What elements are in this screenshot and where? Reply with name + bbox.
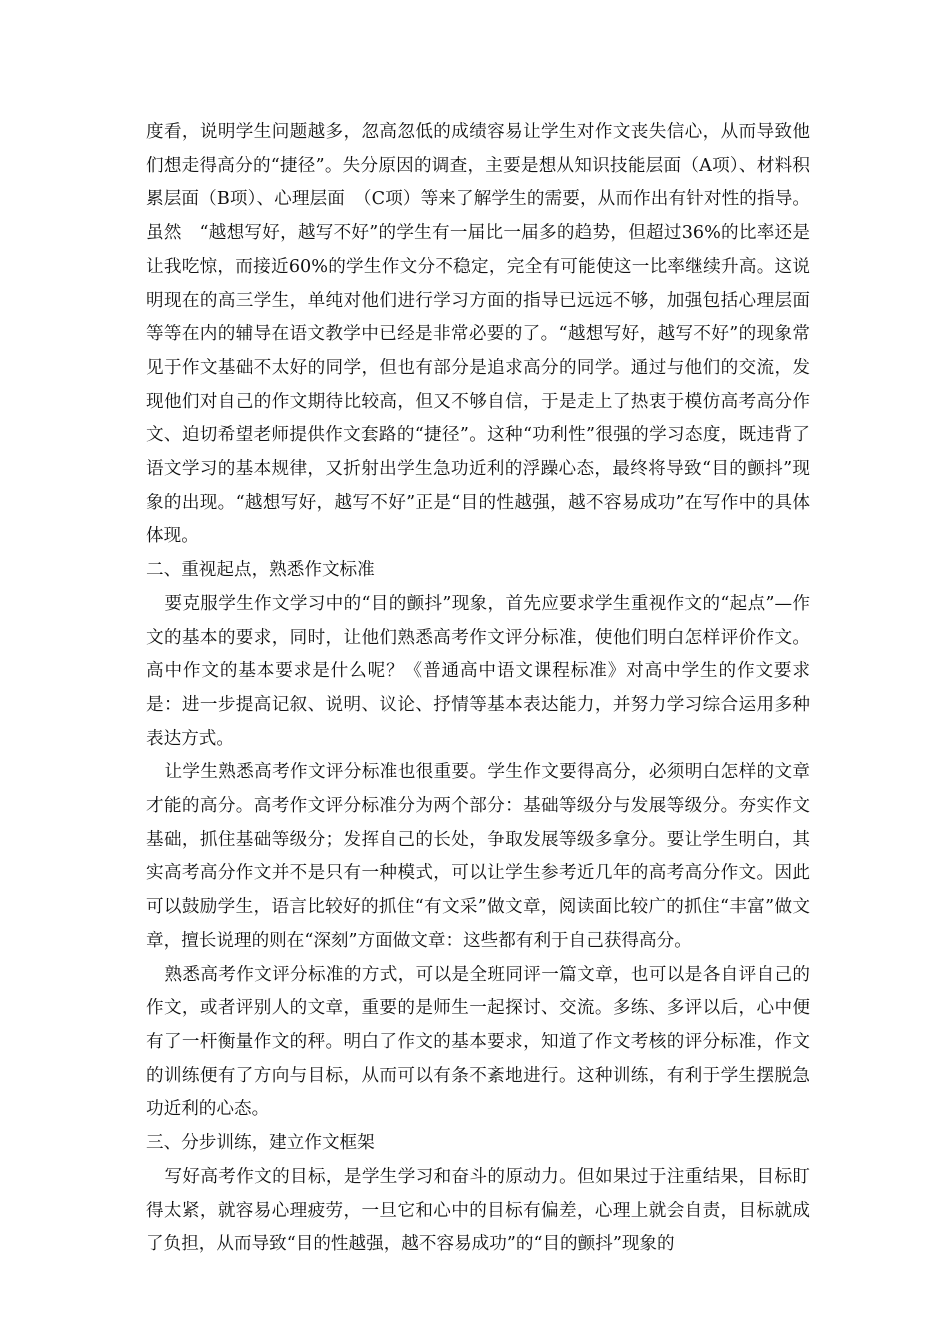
section-heading-2: 二、重视起点，熟悉作文标准 <box>146 560 375 581</box>
document-page <box>146 116 810 1262</box>
section-heading-3: 三、分步训练，建立作文框架 <box>146 1133 375 1154</box>
paragraph-grading-standard: 让学生熟悉高考作文评分标准也很重要。学生作文要得高分，必须明白怎样的文章才能的高分。高考作文评分标准分为两个部分：基础等级分与发展等级分。夯实作文基础，抓住基础等级分；发挥自己的长处，争取发展等级多拿分。要让学生明白，其实高考高分作文并不是只有一种模式，可以让学生参考近几年的高考高分作文。因此可以鼓励学生，语言比较好的抓住“有文采”做文章，阅读面比较广的抓住“丰富”做文章，擅长说理的则在“深刻”方面做文章：这些都有利于自己获得高分。 <box>146 762 810 951</box>
paragraph-starting-point: 要克服学生作文学习中的“目的颤抖”现象，首先应要求学生重视作文的“起点”—作文的基本的要求，同时，让他们熟悉高考作文评分标准，使他们明白怎样评价作文。高中作文的基本要求是什么呢？《普通高中语文课程标准》对高中学生的作文要求是：进一步提高记叙、说明、议论、抒情等基本表达能力，并努力学习综合运用多种表达方式。 <box>146 593 810 749</box>
paragraph-familiarize-method: 熟悉高考作文评分标准的方式，可以是全班同评一篇文章，也可以是各自评自己的作文，或者评别人的文章，重要的是师生一起探讨、交流。多练、多评以后，心中便有了一杆衡量作文的秤。明白了作文的基本要求，知道了作文考核的评分标准，作文的训练便有了方向与目标，从而可以有条不紊地进行。这种训练，有利于学生摆脱急功近利的心态。 <box>146 964 810 1120</box>
paragraph-survey-analysis: 度看，说明学生问题越多，忽高忽低的成绩容易让学生对作文丧失信心，从而导致他们想走得高分的“捷径”。失分原因的调查，主要是想从知识技能层面（A项）、材料积累层面（B项）、心理层面 （C项）等来了解学生的需要，从而作出有针对性的指导。虽然 “越想写好，越写不好”的学生有一届比一届多的趋势，但超过36%的比率还是让我吃惊，而接近60%的学生作文分不稳定，完全有可能使这一比率继续升高。这说明现在的高三学生，单纯对他们进行学习方面的指导已远远不够，加强包括心理层面等等在内的辅导在语文教学中已经是非常必要的了。“越想写好，越写不好”的现象常见于作文基础不太好的同学，但也有部分是追求高分的同学。通过与他们的交流，发现他们对自己的作文期待比较高，但又不够自信，于是走上了热衷于模仿高考高分作文、迫切希望老师提供作文套路的“捷径”。这种“功利性”很强的学习态度，既违背了语文学习的基本规律，又折射出学生急功近利的浮躁心态，最终将导致“目的颤抖”现象的出现。“越想写好，越写不好”正是“目的性越强，越不容易成功”在写作中的具体体现。 <box>146 122 810 547</box>
paragraph-step-training: 写好高考作文的目标，是学生学习和奋斗的原动力。但如果过于注重结果，目标盯得太紧，就容易心理疲劳，一旦它和心中的目标有偏差，心理上就会自责，目标就成了负担，从而导致“目的性越强，越不容易成功”的“目的颤抖”现象的 <box>146 1166 810 1255</box>
